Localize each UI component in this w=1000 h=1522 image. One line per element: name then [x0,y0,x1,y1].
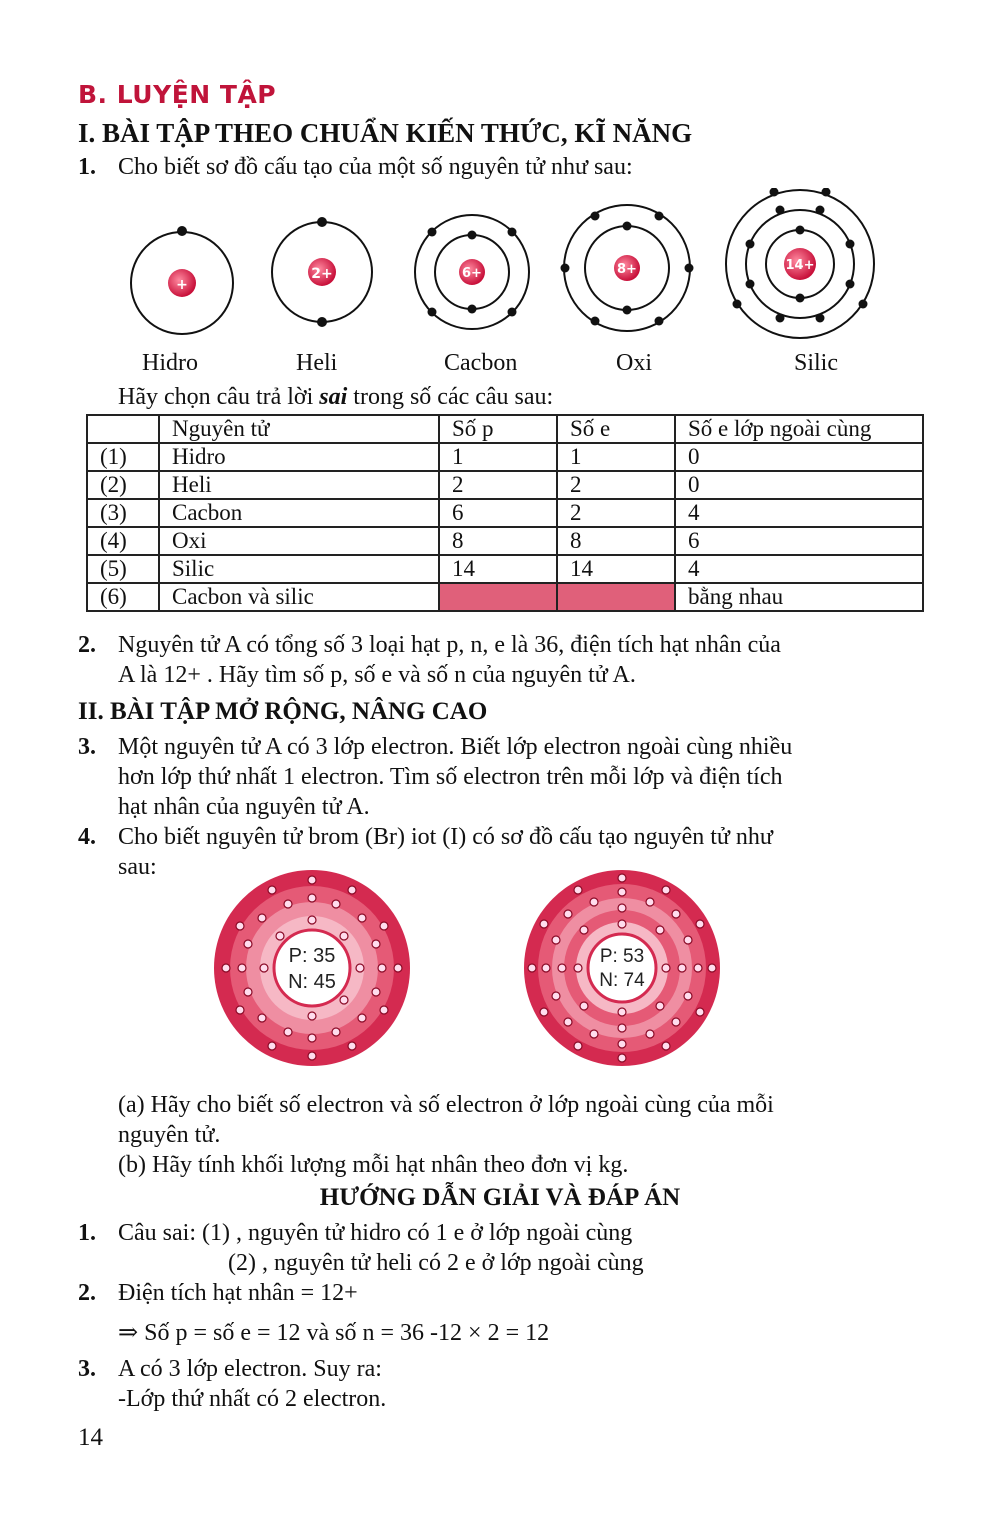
question-1-prompt [118,382,553,412]
question-4b: (b) Hãy tính khối lượng mỗi hạt nhân theo đơn vị kg. [118,1152,629,1178]
table-header-cell: Số e [557,415,675,443]
table-cell: Oxi [159,527,439,555]
question-number: 4. [78,824,96,850]
table-row [87,443,923,471]
table-cell: Heli [159,471,439,499]
oxi-atom [561,205,694,331]
silic-charge: 14+ [785,258,815,273]
table-cell: (5) [87,555,159,583]
hidro-atom [131,226,233,334]
heli-charge: 2+ [311,266,333,282]
shaded-cell [557,583,675,611]
cacbon-charge: 6+ [462,266,482,281]
question-3 [78,732,792,822]
answer-3 [78,1354,386,1414]
table-cell: 0 [675,443,923,471]
answer-text-line: Câu sai: (1) , nguyên tử hidro có 1 e ở lớp ngoài cùng [118,1220,633,1246]
atom-label-cacbon: Cacbon [444,350,518,376]
table-cell: 2 [557,499,675,527]
prompt-text-after: trong số các câu sau: [347,384,554,410]
question-text-line: hạt nhân của nguyên tử A. [118,794,370,820]
table-cell: (2) [87,471,159,499]
atom-label-heli: Heli [296,350,338,376]
table-header-cell [87,415,159,443]
answer-text-line: (2) , nguyên tử heli có 2 e ở lớp ngoài cùng [228,1250,644,1276]
table-cell: (3) [87,499,159,527]
question-text-line: Cho biết nguyên tử brom (Br) iot (I) có sơ đồ cấu tạo nguyên tử như [118,824,773,850]
table-row [87,527,923,555]
atom-label-hidro: Hidro [142,350,198,376]
question-text-line: hơn lớp thứ nhất 1 electron. Tìm số electron trên mỗi lớp và điện tích [118,764,783,790]
prompt-emphasis: sai [319,384,348,410]
atom-label-oxi: Oxi [616,350,652,376]
section-b-heading: B. LUYỆN TẬP [78,80,277,109]
answer-2 [78,1278,358,1308]
question-4a [118,1090,774,1150]
table-row [87,471,923,499]
table-cell: 6 [439,499,557,527]
question-2 [78,630,781,690]
question-number: 1. [78,154,96,180]
iodine-atom-diagram [522,868,722,1068]
question-text-line: (a) Hãy cho biết số electron và số electron ở lớp ngoài cùng của mỗi [118,1092,774,1118]
answer-2-result: ⇒ Số p = số e = 12 và số n = 36 -12 × 2 = 12 [118,1320,550,1346]
table-cell: Cacbon và silic [159,583,439,611]
table-cell: 2 [557,471,675,499]
silic-atom [726,188,874,338]
oxi-charge: 8+ [617,262,637,277]
question-text-line: sau: [118,854,157,880]
table-cell: 2 [439,471,557,499]
bromine-neutron-label: N: 45 [288,971,336,993]
heli-atom [272,217,372,327]
table-cell: 8 [439,527,557,555]
table-cell: 8 [557,527,675,555]
atom-label-silic: Silic [794,350,839,376]
page-number: 14 [78,1424,103,1451]
table-cell: 14 [557,555,675,583]
table-row [87,499,923,527]
table-cell: 0 [675,471,923,499]
table-cell: Silic [159,555,439,583]
prompt-text-before: Hãy chọn câu trả lời [118,384,320,410]
table-header-cell: Số e lớp ngoài cùng [675,415,923,443]
table-header-cell: Nguyên tử [159,415,439,443]
table-cell: 4 [675,555,923,583]
table-row [87,555,923,583]
table-cell: (4) [87,527,159,555]
table-cell: 14 [439,555,557,583]
atom-diagrams [110,188,900,348]
answer-text-line: -Lớp thứ nhất có 2 electron. [118,1386,387,1412]
answers-title: HƯỚNG DẪN GIẢI VÀ ĐÁP ÁN [319,1184,681,1211]
table-cell: (1) [87,443,159,471]
answer-text-line: Điện tích hạt nhân = 12+ [118,1280,358,1306]
table-cell: bằng nhau [675,583,923,611]
hidro-charge: + [176,277,188,293]
iodine-proton-label: P: 53 [599,946,645,967]
question-text-line: Nguyên tử A có tổng số 3 loại hạt p, n, e là 36, điện tích hạt nhân của [118,632,781,658]
question-text: Cho biết sơ đồ cấu tạo của một số nguyên tử như sau: [118,154,633,180]
bromine-proton-label: P: 35 [288,945,336,967]
cacbon-atom [415,215,529,329]
table-row [87,583,923,611]
question-text-line: A là 12+ . Hãy tìm số p, số e và số n của nguyên tử A. [118,662,636,688]
answer-1 [78,1218,644,1278]
question-number: 3. [78,734,96,760]
table-cell: 4 [675,499,923,527]
part1-title: I. BÀI TẬP THEO CHUẨN KIẾN THỨC, KĨ NĂNG [78,118,693,148]
answer-number: 3. [78,1356,96,1382]
bromine-atom-diagram [212,868,412,1068]
table-cell: Hidro [159,443,439,471]
question-text-line: Một nguyên tử A có 3 lớp electron. Biết lớp electron ngoài cùng nhiều [118,734,793,760]
table-cell: Cacbon [159,499,439,527]
table-cell: 6 [675,527,923,555]
table-cell: 1 [439,443,557,471]
question-text-line: nguyên tử. [118,1122,221,1148]
part2-title: II. BÀI TẬP MỞ RỘNG, NÂNG CAO [78,698,488,725]
table-header-row [87,415,923,443]
table-header-cell: Số p [439,415,557,443]
answer-number: 2. [78,1280,96,1306]
question-number: 2. [78,632,96,658]
table-cell: (6) [87,583,159,611]
answer-text-line: A có 3 lớp electron. Suy ra: [118,1356,382,1382]
atom-table [86,414,924,612]
shaded-cell [439,583,557,611]
table-cell: 1 [557,443,675,471]
iodine-neutron-label: N: 74 [599,970,645,991]
answer-number: 1. [78,1220,96,1246]
question-1 [78,152,633,182]
